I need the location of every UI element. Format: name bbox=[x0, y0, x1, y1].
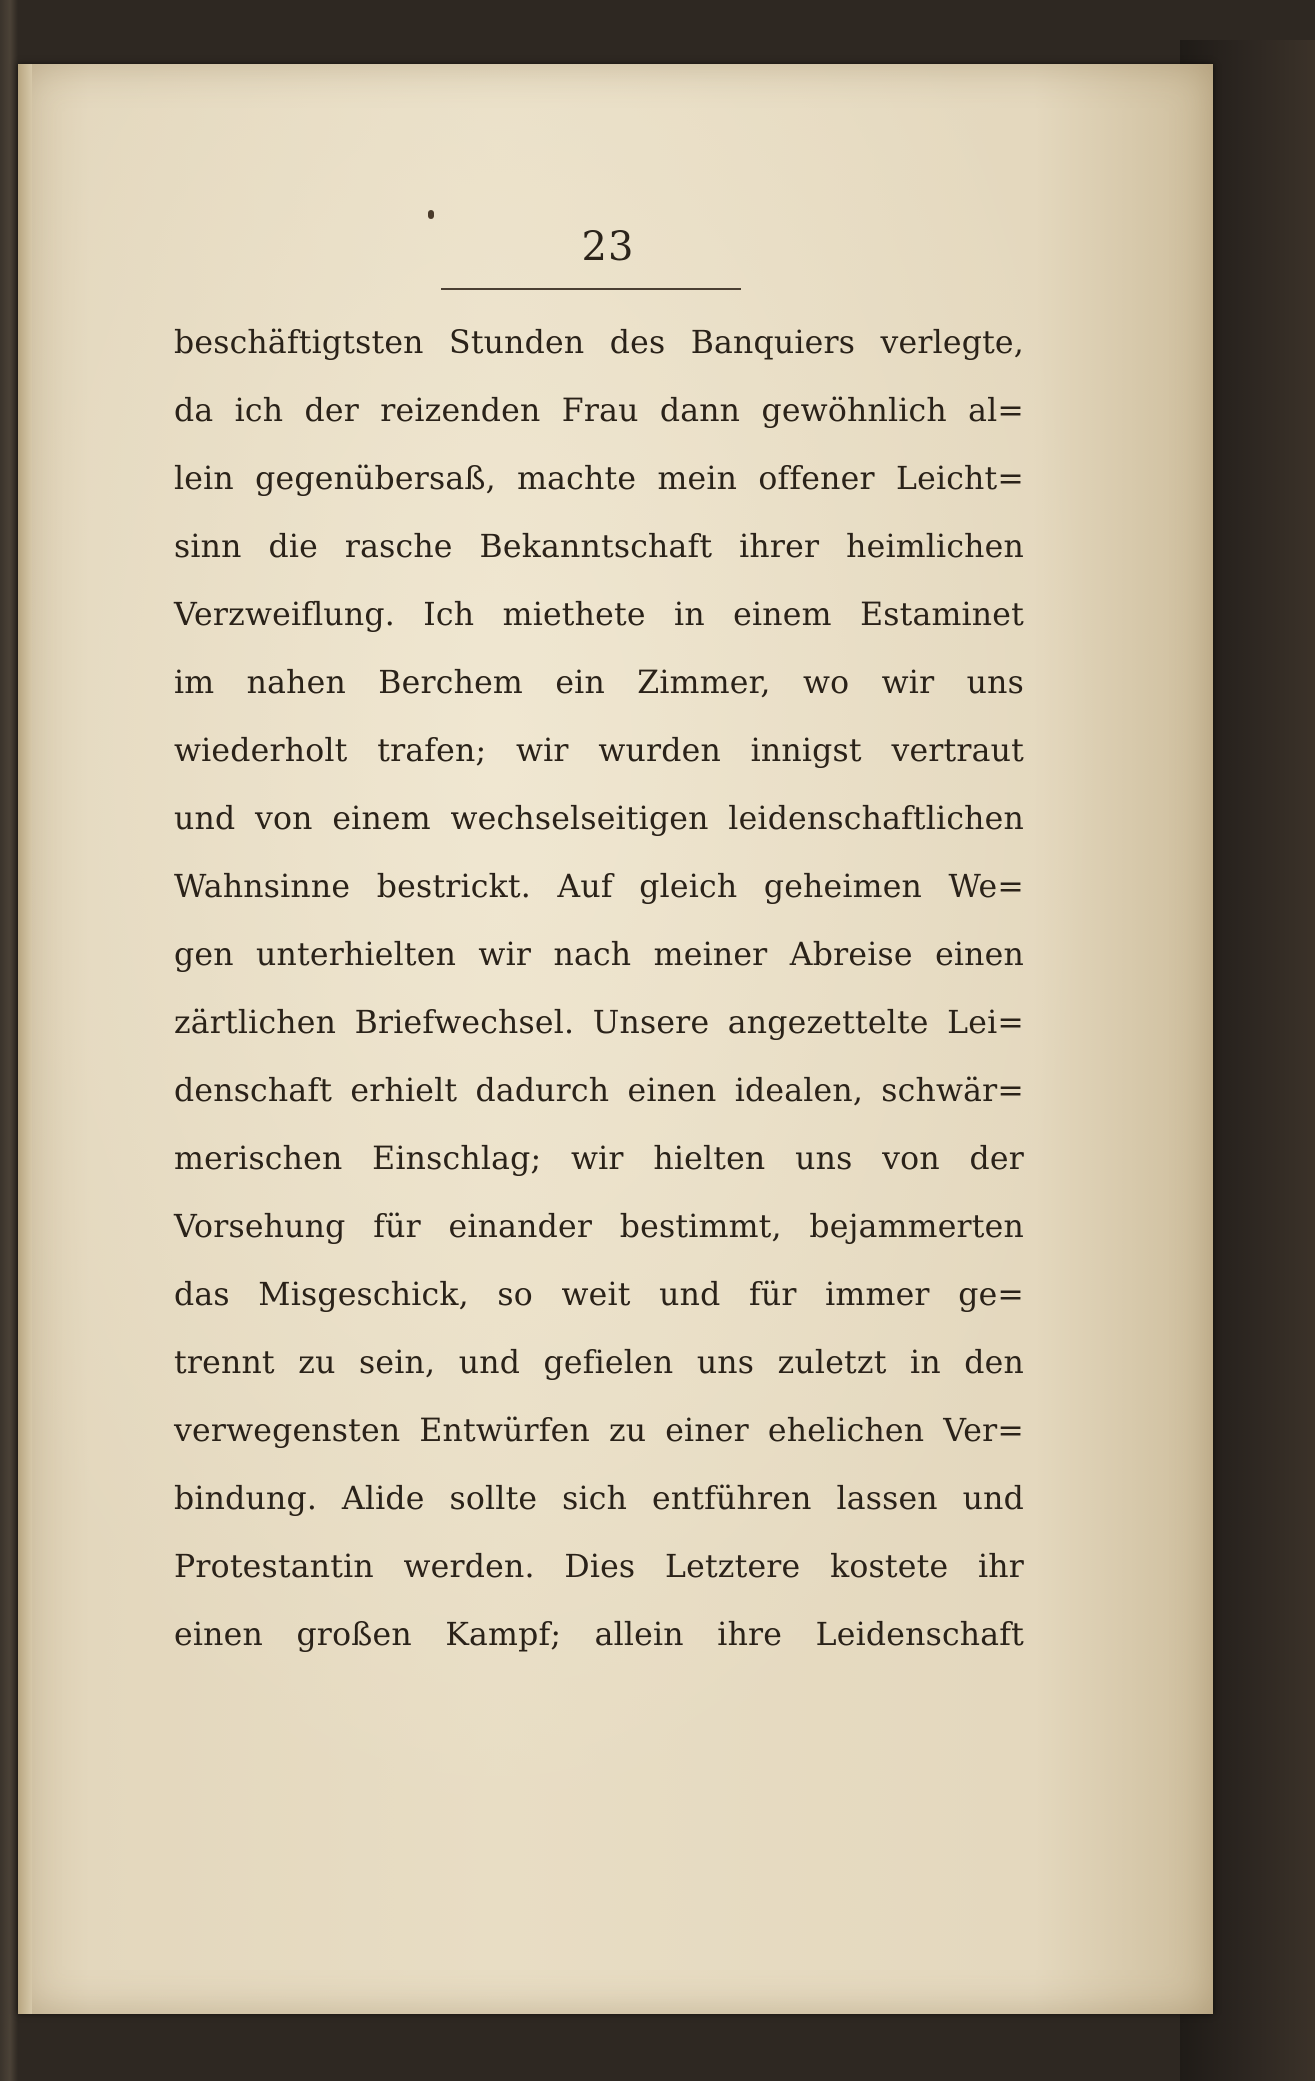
text-line: lein gegenübersaß, machte mein offener Leicht= bbox=[174, 461, 1024, 497]
text-line: gen unterhielten wir nach meiner Abreise einen bbox=[174, 937, 1024, 973]
ink-speck bbox=[428, 210, 434, 219]
text-line: zärtlichen Briefwechsel. Unsere angezettelte Lei= bbox=[174, 1005, 1024, 1041]
text-line: das Misgeschick, so weit und für immer ge= bbox=[174, 1277, 1024, 1313]
text-line: merischen Einschlag; wir hielten uns von der bbox=[174, 1141, 1024, 1177]
text-line: denschaft erhielt dadurch einen idealen, schwär= bbox=[174, 1073, 1024, 1109]
text-line: da ich der reizenden Frau dann gewöhnlich al= bbox=[174, 393, 1024, 429]
page-gutter bbox=[18, 64, 32, 2014]
text-line: Protestantin werden. Dies Letztere kostete ihr bbox=[174, 1549, 1024, 1585]
text-line: einen großen Kampf; allein ihre Leidenschaft bbox=[174, 1617, 1024, 1653]
text-line: wiederholt trafen; wir wurden innigst vertraut bbox=[174, 733, 1024, 769]
text-line: verwegensten Entwürfen zu einer ehelichen Ver= bbox=[174, 1413, 1024, 1449]
text-line: beschäftigtsten Stunden des Banquiers verlegte, bbox=[174, 325, 1024, 361]
text-line: bindung. Alide sollte sich entführen lassen und bbox=[174, 1481, 1024, 1517]
text-line: und von einem wechselseitigen leidenschaftlichen bbox=[174, 801, 1024, 837]
text-line: sinn die rasche Bekanntschaft ihrer heimlichen bbox=[174, 529, 1024, 565]
text-line: Verzweiflung. Ich miethete in einem Estaminet bbox=[174, 597, 1024, 633]
page-number: 23 bbox=[581, 224, 635, 270]
text-line: im nahen Berchem ein Zimmer, wo wir uns bbox=[174, 665, 1024, 701]
text-line: trennt zu sein, und gefielen uns zuletzt in den bbox=[174, 1345, 1024, 1381]
text-line: Wahnsinne bestrickt. Auf gleich geheimen We= bbox=[174, 869, 1024, 905]
header-rule bbox=[441, 288, 741, 290]
book-page bbox=[18, 64, 1213, 2014]
text-line: Vorsehung für einander bestimmt, bejammerten bbox=[174, 1209, 1024, 1245]
body-text bbox=[174, 309, 1024, 1669]
